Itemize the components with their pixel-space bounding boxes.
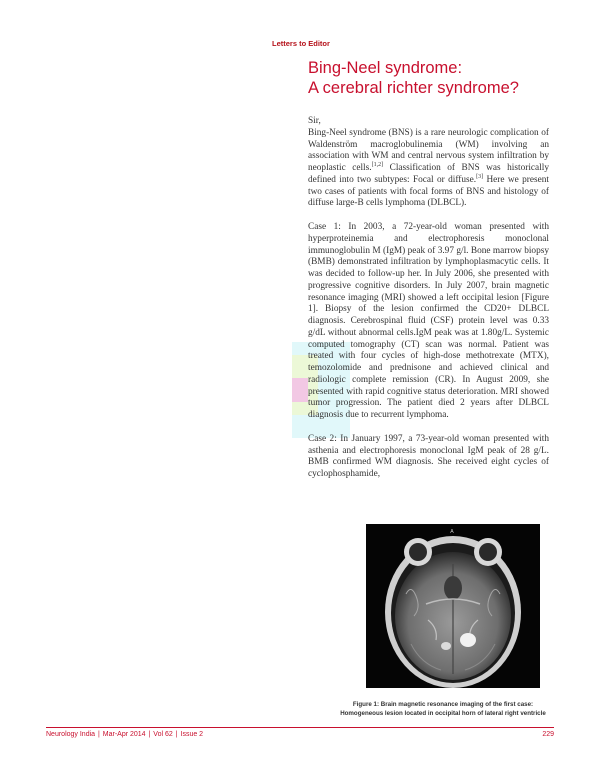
article-title — [308, 58, 578, 98]
figure-caption — [300, 700, 586, 718]
footer-divider — [46, 727, 554, 728]
title-line-1: Bing-Neel syndrome: — [308, 59, 463, 77]
highlight-magenta — [292, 378, 308, 402]
salutation: Sir, — [308, 116, 321, 126]
citation-2[interactable]: [3] — [476, 173, 484, 180]
section-label: Letters to Editor — [272, 39, 330, 48]
title-line-2: A cerebral richter syndrome? — [308, 79, 519, 97]
brain-mri-figure — [366, 524, 540, 688]
volume: Vol 62 — [153, 731, 173, 738]
case-1-paragraph: Case 1: In 2003, a 72-year-old woman presented with hyperproteinemia and electrophoresis monoclonal immunoglobulin M (IgM) peak of 3.97 g/l. Bone marrow biopsy (BMB) demonstrated infiltration by lymphoplasmacytic cells. It was decided to follow-up her. In July 2006, she presented with progressive cognitive disorders. In July 2007, brain magnetic resonance imaging (MRI) showed a left occipital lesion [Figure 1]. Biopsy of the lesion confirmed the CD20+ DLBCL diagnosis. Cerebrospinal fluid (CSF) protein level was 0.33 g/dL without abnormal cells.IgM peak was at 1.80g/L. Systemic computed tomography (CT) scan was normal. Patient was treated with four cycles of high-dose methotrexate (MTX), temozolomide and prednisone and achieved clinical and radiologic complete remission (CR). In August 2009, she presented with rapid cognitive status deterioration. MRI showed tumor progression. The patient died 2 years after DLBCL diagnosis due to recurrent lymphoma. — [308, 222, 549, 420]
citation-1[interactable]: [1,2] — [371, 161, 384, 168]
page-number: 229 — [542, 731, 554, 738]
footer-citation: Neurology India | Mar-Apr 2014 | Vol 62 | Issue 2 — [46, 731, 204, 738]
caption-line-2: Homogeneous lesion located in occipital horn of lateral right ventricle — [340, 710, 546, 717]
svg-text:A: A — [450, 529, 454, 535]
issue-date: Mar-Apr 2014 — [102, 731, 146, 738]
caption-line-1: Figure 1: Brain magnetic resonance imaging of the first case: — [352, 701, 534, 708]
intro-paragraph: Bing-Neel syndrome (BNS) is a rare neurologic complication of Waldenström macroglobulinemia (WM) involving an association with WM and central nervous system infiltration by neoplastic cells.[1,2] Classification of BNS was historically defined into two subtypes: Focal or diffuse.[3] Here we present two cases of patients with focal forms of BNS and histology of diffuse large-B cells lymphoma (DLBCL). — [308, 127, 549, 209]
journal-name: Neurology India — [46, 731, 96, 738]
article-body — [308, 116, 549, 481]
issue-number: Issue 2 — [180, 731, 204, 738]
case-2-paragraph: Case 2: In January 1997, a 73-year-old woman presented with asthenia and electrophoresis monoclonal IgM peak of 28 g/L. BMB confirmed WM diagnosis. She received eight cycles of cyclophosphamide, — [308, 433, 549, 479]
mri-image — [366, 524, 540, 688]
